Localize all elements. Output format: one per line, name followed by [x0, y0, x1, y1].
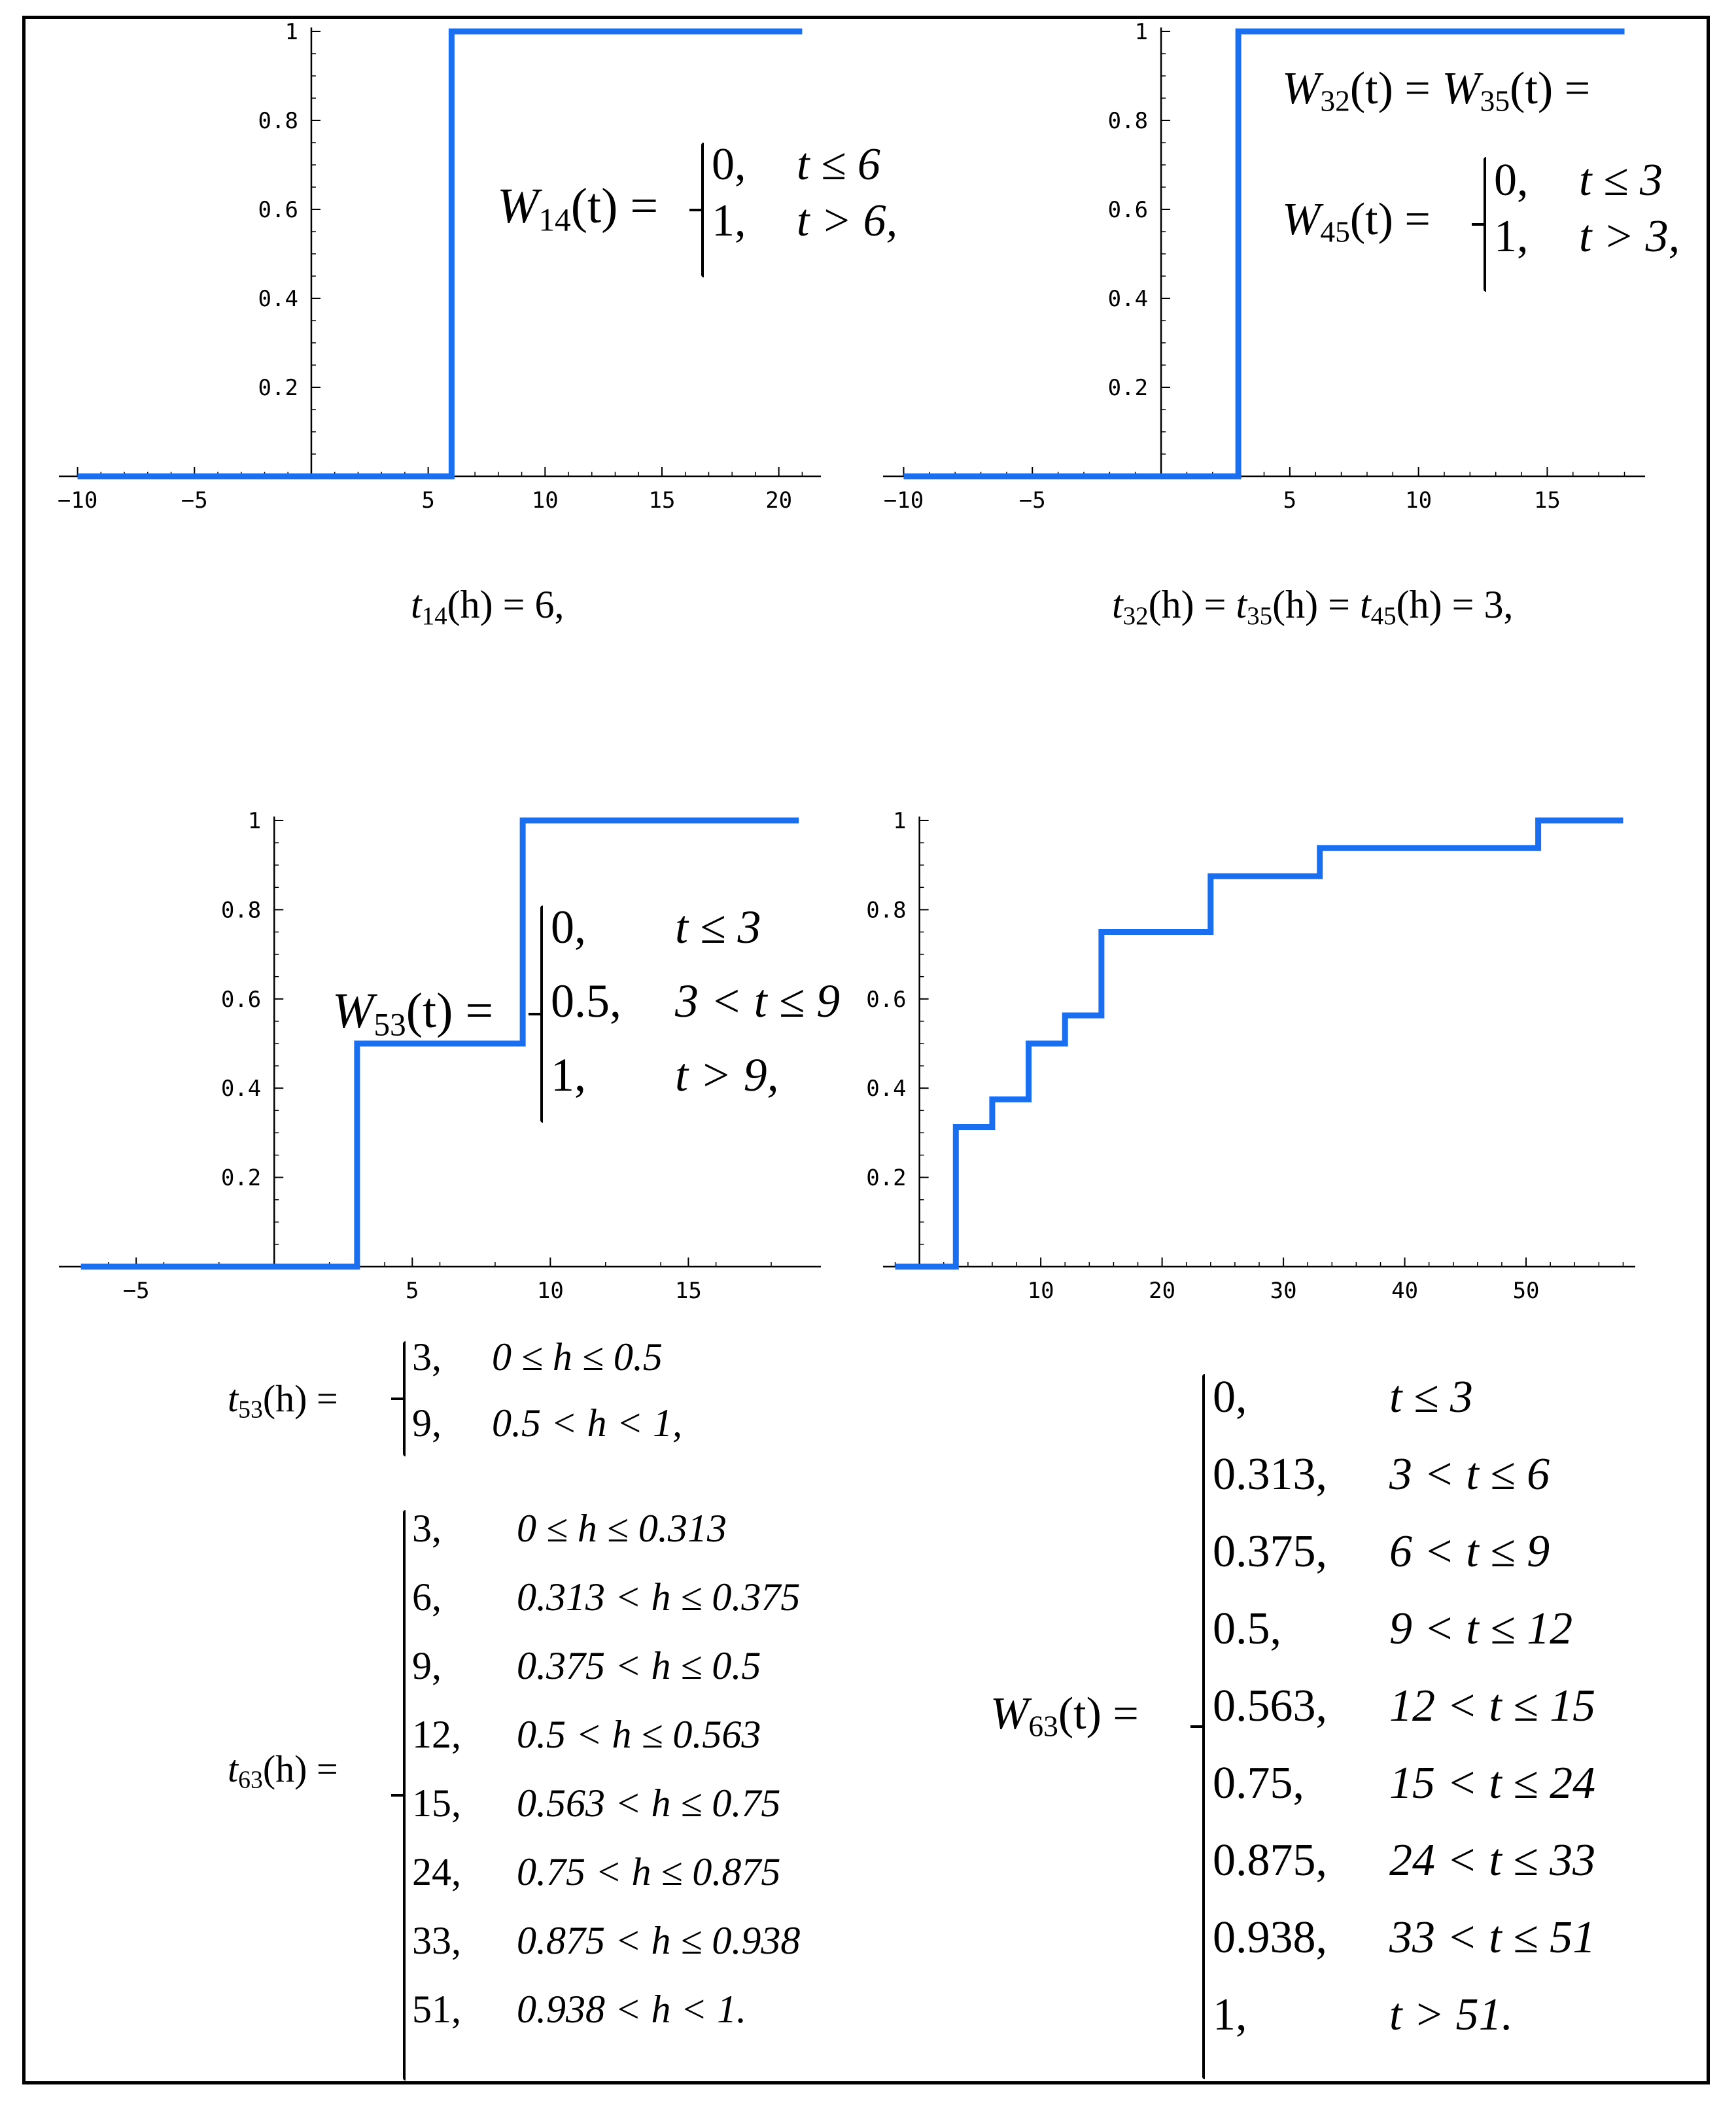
series-line — [895, 820, 1623, 1267]
w63-case-0-val: 0, — [1213, 1372, 1247, 1422]
w63-case-3-val: 0.5, — [1213, 1604, 1281, 1654]
w14-sym: W — [497, 179, 539, 234]
x-tick-label: 30 — [1270, 1278, 1297, 1304]
y-tick-label: 1 — [1134, 19, 1149, 45]
y-tick-label: 0.2 — [1107, 375, 1149, 401]
t63-arg: (h) = — [262, 1748, 338, 1790]
w63-case-7-cond: 33 < t ≤ 51 — [1389, 1912, 1596, 1963]
w45-sub: 45 — [1320, 215, 1350, 249]
w14-sub: 14 — [538, 202, 571, 238]
y-tick-label: 1 — [285, 19, 298, 45]
formula-w53 — [332, 983, 493, 1043]
t45-arg: (h) = 3, — [1396, 583, 1514, 626]
t14-sym: t — [411, 583, 422, 626]
t53-sym: t — [228, 1377, 239, 1420]
y-tick-label: 1 — [893, 808, 907, 834]
x-tick-label: 15 — [648, 487, 676, 514]
t53-arg: (h) = — [262, 1377, 338, 1420]
w35-arg: (t) = — [1510, 63, 1591, 114]
t53-cases — [412, 1335, 682, 1446]
w63-brace — [1202, 1374, 1205, 2079]
w53-brace — [540, 906, 543, 1123]
w14-case-1-cond: t > 6, — [797, 196, 898, 246]
chart-3 — [866, 808, 1635, 1304]
x-tick-label: 15 — [1533, 487, 1561, 514]
w14-brace — [701, 143, 704, 277]
w63-cases — [1213, 1371, 1595, 2041]
t63-case-2-cond: 0.375 < h ≤ 0.5 — [517, 1644, 761, 1687]
w45-cases — [1494, 154, 1680, 263]
y-tick-label: 0.2 — [258, 375, 298, 401]
w63-case-4-val: 0.563, — [1213, 1681, 1327, 1731]
w63-case-6-val: 0.875, — [1213, 1835, 1327, 1886]
t53-sub: 53 — [238, 1396, 263, 1424]
y-tick-label: 0.8 — [866, 897, 907, 924]
y-tick-label: 0.2 — [220, 1165, 262, 1191]
x-tick-label: −10 — [883, 487, 924, 514]
formula-w45 — [1282, 194, 1431, 249]
w45-case-0-val: 0, — [1494, 155, 1529, 205]
x-tick-label: −5 — [181, 487, 208, 514]
w53-cases — [551, 900, 840, 1102]
w63-case-8-cond: t > 51. — [1389, 1990, 1514, 2040]
x-tick-label: 5 — [1283, 487, 1297, 514]
y-tick-label: 0.6 — [258, 197, 298, 223]
t53-brace — [403, 1341, 406, 1456]
t32-arg: (h) = — [1148, 583, 1236, 626]
t63-case-3-cond: 0.5 < h ≤ 0.563 — [517, 1713, 761, 1756]
t63-case-7-val: 51, — [412, 1988, 461, 2031]
y-tick-label: 0.8 — [258, 108, 298, 134]
w63-case-2-cond: 6 < t ≤ 9 — [1389, 1526, 1550, 1577]
w45-case-0-cond: t ≤ 3 — [1579, 155, 1663, 205]
w53-sym: W — [332, 983, 374, 1038]
w14-cases — [712, 139, 897, 247]
x-tick-label: −10 — [57, 487, 98, 514]
formula-t14 — [411, 582, 564, 631]
w53-case-2-cond: t > 9, — [675, 1049, 779, 1101]
y-tick-label: 0.4 — [258, 286, 298, 312]
w45-arg: (t) = — [1349, 194, 1431, 245]
x-tick-label: 20 — [1149, 1278, 1176, 1304]
x-tick-label: 20 — [765, 487, 793, 514]
formula-t53 — [228, 1377, 338, 1424]
y-tick-label: 0.8 — [1107, 108, 1149, 134]
w63-sym: W — [990, 1689, 1029, 1739]
y-tick-label: 0.4 — [1107, 286, 1149, 312]
w63-case-1-val: 0.313, — [1213, 1449, 1327, 1500]
t63-case-5-cond: 0.75 < h ≤ 0.875 — [517, 1850, 781, 1893]
w63-sub: 63 — [1028, 1709, 1058, 1743]
formula-w14 — [497, 178, 658, 238]
t63-brace — [403, 1510, 406, 2081]
w63-arg: (t) = — [1058, 1689, 1139, 1739]
x-tick-label: 5 — [406, 1278, 419, 1304]
w45-sym: W — [1282, 194, 1321, 245]
t32-sub: 32 — [1122, 601, 1149, 630]
t63-case-1-val: 6, — [412, 1575, 442, 1619]
w32-sym: W — [1282, 63, 1321, 114]
w63-case-0-cond: t ≤ 3 — [1389, 1372, 1473, 1422]
x-tick-label: 40 — [1391, 1278, 1419, 1304]
w35-sym: W — [1442, 63, 1480, 114]
w14-case-1-val: 1, — [712, 196, 746, 246]
t53-case-1-val: 9, — [412, 1401, 442, 1445]
t14-sub: 14 — [421, 601, 447, 630]
t35-arg: (h) = — [1272, 583, 1360, 626]
t53-case-1-cond: 0.5 < h < 1, — [492, 1401, 682, 1445]
w63-case-6-cond: 24 < t ≤ 33 — [1389, 1835, 1596, 1886]
t63-sym: t — [228, 1748, 239, 1790]
chart-0 — [58, 19, 821, 514]
x-tick-label: 50 — [1512, 1278, 1540, 1304]
w63-case-2-val: 0.375, — [1213, 1526, 1327, 1577]
w53-case-0-cond: t ≤ 3 — [675, 901, 761, 953]
x-tick-label: 10 — [1405, 487, 1432, 514]
w14-case-0-cond: t ≤ 6 — [797, 139, 880, 190]
t14-rest: (h) = 6, — [447, 583, 564, 626]
w63-case-1-cond: 3 < t ≤ 6 — [1389, 1449, 1550, 1500]
formula-w32-w35 — [1282, 63, 1590, 118]
w53-case-1-cond: 3 < t ≤ 9 — [675, 975, 841, 1027]
w14-arg: (t) = — [570, 179, 659, 234]
formula-t32-t35-t45: $t_{32}(h) = t_{35}(h) = t_{45}(h) = 3$, — [1112, 583, 1514, 630]
w53-case-2-val: 1, — [551, 1049, 586, 1101]
w53-sub: 53 — [373, 1006, 406, 1043]
w45-case-1-cond: t > 3, — [1579, 211, 1680, 262]
w63-case-8-val: 1, — [1213, 1990, 1247, 2040]
w32-sub: 32 — [1320, 84, 1350, 118]
t63-case-1-cond: 0.313 < h ≤ 0.375 — [517, 1575, 801, 1619]
w63-case-5-val: 0.75, — [1213, 1758, 1304, 1808]
series-line — [78, 31, 803, 476]
y-tick-label: 0.6 — [220, 986, 262, 1013]
t63-case-0-val: 3, — [412, 1507, 442, 1550]
x-tick-label: 15 — [674, 1278, 702, 1304]
y-tick-label: 0.8 — [220, 897, 262, 924]
w63-case-3-cond: 9 < t ≤ 12 — [1389, 1604, 1573, 1654]
t63-case-2-val: 9, — [412, 1644, 442, 1687]
t63-sub: 63 — [238, 1766, 263, 1794]
t63-case-6-cond: 0.875 < h ≤ 0.938 — [517, 1919, 801, 1962]
w14-case-0-val: 0, — [712, 139, 746, 190]
t63-case-5-val: 24, — [412, 1850, 461, 1893]
y-tick-label: 0.6 — [1107, 197, 1149, 223]
w63-case-7-val: 0.938, — [1213, 1912, 1327, 1963]
t63-case-6-val: 33, — [412, 1919, 461, 1962]
t63-case-4-val: 15, — [412, 1782, 461, 1825]
formula-t63 — [228, 1747, 338, 1794]
w35-sub: 35 — [1480, 84, 1510, 118]
x-tick-label: 5 — [421, 487, 435, 514]
w63-case-5-cond: 15 < t ≤ 24 — [1389, 1758, 1596, 1808]
w53-arg: (t) = — [406, 983, 494, 1038]
t53-case-0-val: 3, — [412, 1335, 442, 1379]
t63-cases — [412, 1506, 800, 2032]
y-tick-label: 0.2 — [866, 1165, 907, 1191]
w53-case-0-val: 0, — [551, 901, 586, 953]
x-tick-label: 10 — [531, 487, 559, 514]
t45-sub: 45 — [1370, 601, 1397, 630]
x-tick-label: 10 — [1027, 1278, 1054, 1304]
y-tick-label: 0.4 — [220, 1076, 262, 1102]
y-tick-label: 0.6 — [866, 986, 907, 1013]
y-tick-label: 1 — [247, 808, 262, 834]
w53-case-1-val: 0.5, — [551, 975, 621, 1027]
x-tick-label: −5 — [122, 1278, 150, 1304]
t63-case-3-val: 12, — [412, 1713, 461, 1756]
t53-case-0-cond: 0 ≤ h ≤ 0.5 — [492, 1335, 663, 1379]
t35-sub: 35 — [1247, 601, 1273, 630]
x-tick-label: −5 — [1018, 487, 1046, 514]
w45-case-1-val: 1, — [1494, 211, 1529, 262]
t63-case-7-cond: 0.938 < h < 1. — [517, 1988, 746, 2031]
y-tick-label: 0.4 — [866, 1076, 907, 1102]
t63-case-0-cond: 0 ≤ h ≤ 0.313 — [517, 1507, 727, 1550]
formula-w63 — [990, 1688, 1139, 1743]
t63-case-4-cond: 0.563 < h ≤ 0.75 — [517, 1782, 781, 1825]
w32-arg: (t) = — [1349, 63, 1442, 114]
x-tick-label: 10 — [536, 1278, 564, 1304]
w63-case-4-cond: 12 < t ≤ 15 — [1389, 1681, 1596, 1731]
w45-brace — [1484, 157, 1486, 292]
